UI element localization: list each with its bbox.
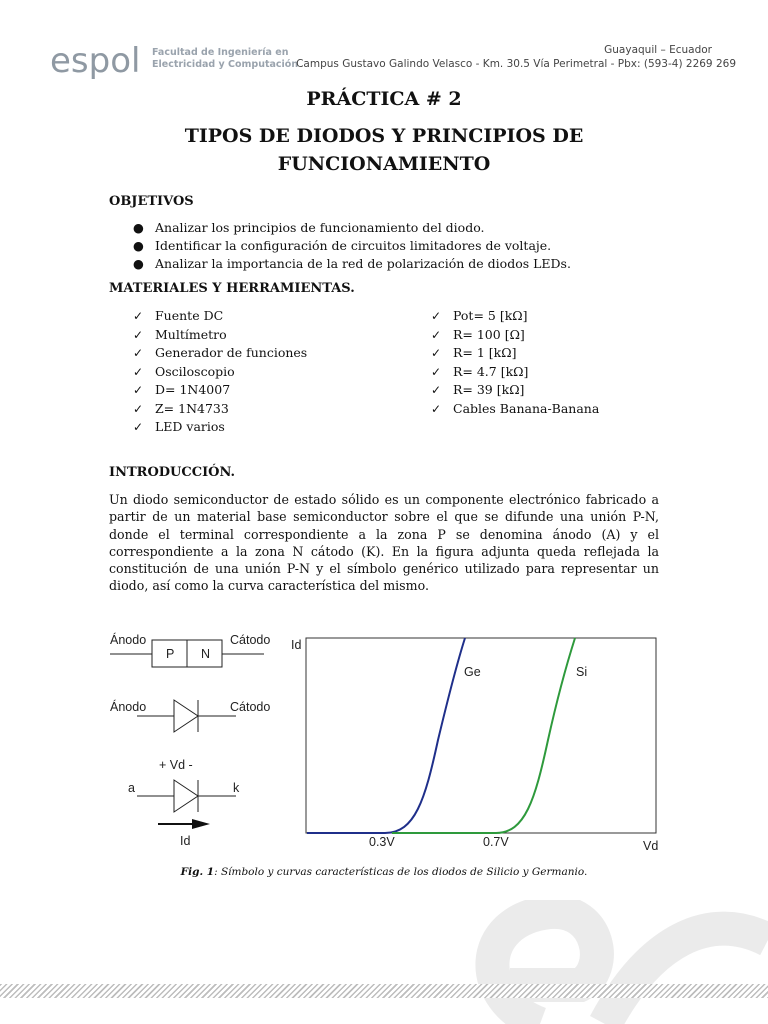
materials-list-left <box>109 307 409 437</box>
checkmark-icon: ✓ <box>133 309 144 323</box>
footer-stripe <box>0 984 768 998</box>
checkmark-icon: ✓ <box>133 346 144 360</box>
list-item: ✓ R= 1 [kΩ] <box>407 344 707 363</box>
checkmark-icon: ✓ <box>133 420 144 434</box>
list-item: ✓ Generador de funciones <box>109 344 409 363</box>
id-label: Id <box>180 834 191 848</box>
intro-paragraph <box>109 491 659 595</box>
list-item: ✓ Pot= 5 [kΩ] <box>407 307 707 326</box>
n-region-label: N <box>201 647 211 661</box>
list-item: ● Analizar la importancia de la red de polarización de diodos LEDs. <box>133 256 571 271</box>
checkmark-icon: ✓ <box>133 401 144 416</box>
header-city: Guayaquil – Ecuador <box>604 44 712 56</box>
anode-label: Ánodo <box>110 633 147 647</box>
k-terminal-label: k <box>233 781 240 795</box>
objectives-heading: OBJETIVOS <box>109 194 194 209</box>
checkmark-icon: ✓ <box>431 327 442 342</box>
list-item: ✓ Fuente DC <box>109 307 409 326</box>
checkmark-icon: ✓ <box>133 383 144 397</box>
list-item: ✓ Cables Banana-Banana <box>407 400 707 419</box>
list-item: ✓ Z= 1N4733 <box>109 400 409 419</box>
caption-label: Fig. 1 <box>180 866 215 878</box>
bullet-icon: ● <box>133 256 144 271</box>
espol-logo <box>50 40 142 80</box>
diode-symbol <box>110 699 270 732</box>
checkmark-icon: ✓ <box>133 364 144 379</box>
x-tick-label: 0.3V <box>369 835 395 849</box>
series-label-ge: Ge <box>464 665 481 679</box>
x-tick-label: 0.7V <box>483 835 509 849</box>
x-axis-label: Vd <box>643 839 659 853</box>
a-terminal-label: a <box>128 781 135 795</box>
practice-title: TIPOS DE DIODOS Y PRINCIPIOS DE FUNCIONAMIENTO <box>184 125 584 175</box>
list-item: ✓ R= 39 [kΩ] <box>407 381 707 400</box>
faculty-name <box>152 47 302 71</box>
list-item: ✓ Multímetro <box>109 326 409 345</box>
checkmark-icon: ✓ <box>133 327 144 342</box>
diode-polarity-symbol <box>128 758 240 848</box>
list-item: ✓ Osciloscopio <box>109 363 409 382</box>
checkmark-icon: ✓ <box>431 346 442 360</box>
list-item: ✓ D= 1N4007 <box>109 381 409 400</box>
materials-heading: MATERIALES Y HERRAMIENTAS. <box>109 281 355 296</box>
vd-label: + Vd - <box>159 758 193 772</box>
checkmark-icon: ✓ <box>431 364 442 379</box>
list-item: ● Analizar los principios de funcionamiento del diodo. <box>133 220 485 235</box>
series-label-si: Si <box>576 665 588 679</box>
y-axis-label: Id <box>291 638 302 652</box>
list-item: ● Identificar la configuración de circuitos limitadores de voltaje. <box>133 238 552 253</box>
materials-list-right <box>407 307 707 418</box>
cathode-label: Cátodo <box>230 633 271 647</box>
faculty-line1: Facultad de Ingeniería en <box>152 47 289 58</box>
anode-label: Ánodo <box>110 700 147 714</box>
cathode-label: Cátodo <box>230 700 271 714</box>
diode-figure <box>0 600 768 870</box>
faculty-line2: Electricidad y Computación <box>152 59 299 70</box>
arrow-head-icon <box>192 819 210 829</box>
bullet-icon: ● <box>133 220 144 235</box>
list-item: ✓ LED varios <box>109 418 409 437</box>
checkmark-icon: ✓ <box>431 383 442 397</box>
objectives-list <box>109 219 629 273</box>
caption-text: : Símbolo y curvas características de los diodos de Silicio y Germanio. <box>214 866 588 878</box>
logo-text: espol <box>50 41 141 80</box>
iv-chart <box>291 638 658 853</box>
list-item: ✓ R= 4.7 [kΩ] <box>407 363 707 382</box>
checkmark-icon: ✓ <box>431 401 442 416</box>
practice-number: PRÁCTICA # 2 <box>306 88 462 110</box>
header-campus: Campus Gustavo Galindo Velasco - Km. 30.5 Vía Perimetral - Pbx: (593-4) 2269 269 <box>296 58 736 70</box>
bullet-icon: ● <box>133 238 144 253</box>
pn-junction-diagram <box>110 632 270 667</box>
chart-frame <box>306 638 656 833</box>
checkmark-icon: ✓ <box>431 309 442 323</box>
intro-heading: INTRODUCCIÓN. <box>109 465 236 480</box>
p-region-label: P <box>166 647 175 661</box>
figure-caption <box>0 866 768 878</box>
list-item: ✓ R= 100 [Ω] <box>407 326 707 345</box>
espol-watermark <box>470 900 768 1024</box>
intro-text: Un diodo semiconductor de estado sólido es un componente electrónico fabricado a partir de un material base semiconductor sobre el que se difunde una unión P-N, donde el terminal correspondiente a la zona P se denomina ánodo (A) y el correspondiente a la zona N cátodo (K). En la figura adjunta queda reflejada la constitución de una unión P-N y el símbolo genérico utilizado para representar un diodo, así como la curva característica del mismo. <box>109 492 659 594</box>
